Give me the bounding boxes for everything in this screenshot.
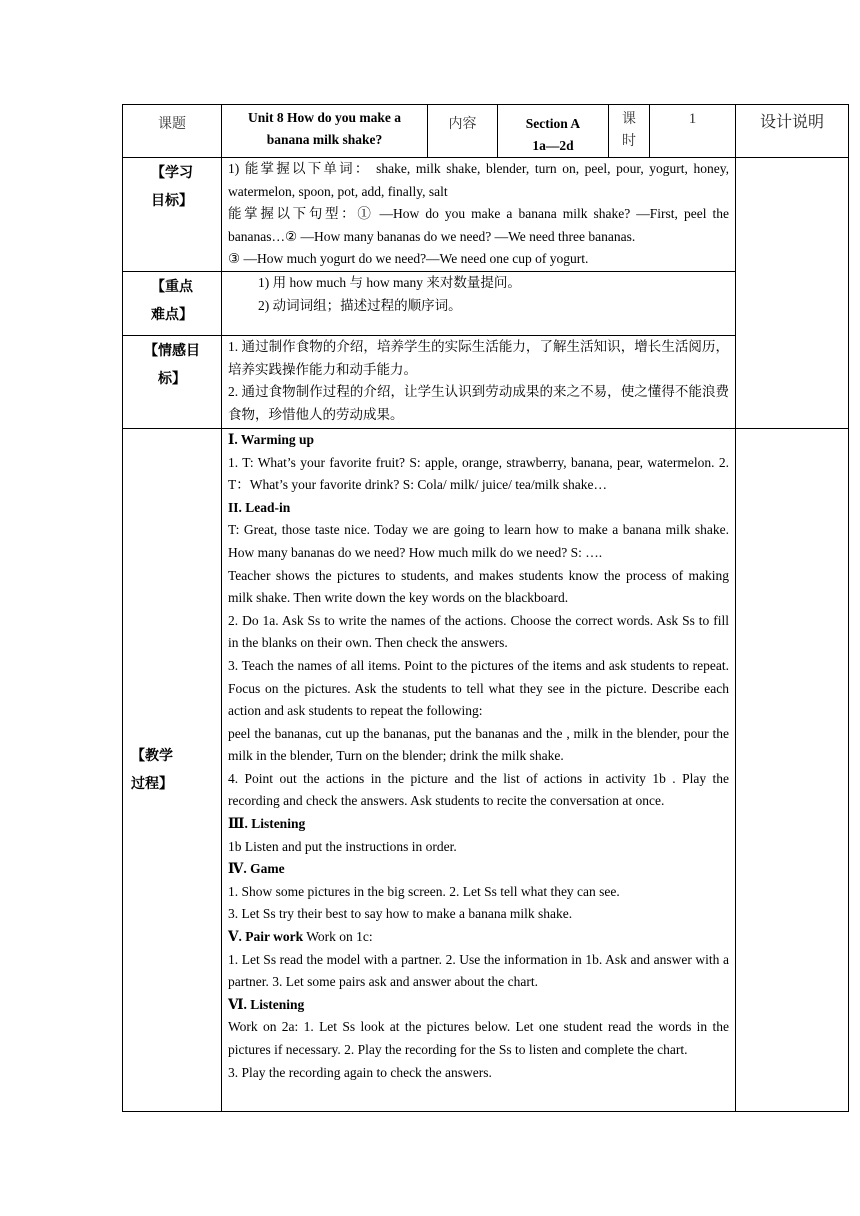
period-label-2: 时: [622, 134, 636, 149]
key-point-line: 1) 用 how much 与 how many 来对数量提问。: [258, 274, 521, 290]
period-value: 1: [650, 105, 736, 158]
key-point-line: 2) 动词词组；描述过程的顺序词。: [258, 297, 462, 313]
process-label: [123, 428, 222, 1111]
key-points-label: [123, 271, 222, 335]
objectives-content: [222, 158, 736, 272]
section-heading-tail: Work on 1c:: [303, 929, 373, 945]
process-paragraph: peel the bananas, cut up the bananas, put the bananas and the , milk in the blender, pour the milk in the blender, Turn on the blender; drink the milk shake.: [228, 725, 729, 764]
process-paragraph: 3. Play the recording again to check the answers.: [228, 1064, 492, 1080]
process-paragraph: Work on 2a: 1. Let Ss look at the pictures below. Let one student read the words in the pictures if necessary. 2. Play the recording for the Ss to listen and complete the chart.: [228, 1019, 729, 1057]
objectives-label-2: 目标】: [151, 194, 193, 209]
section-line2: 1a—2d: [532, 138, 574, 153]
process-paragraph: 1b Listen and put the instructions in order.: [228, 838, 457, 854]
section-heading: Ⅳ. Game: [228, 861, 285, 877]
objectives-label: [123, 158, 222, 272]
emotion-label-1: 【情感目: [144, 343, 200, 359]
process-paragraph: 3. Teach the names of all items. Point to the pictures of the items and ask students to repeat. Focus on the pictures. Ask the students to tell what they see in the picture. Describe each action and ask students to repeat the following:: [228, 657, 729, 719]
topic-label: 课题: [123, 105, 222, 158]
header-row: [123, 105, 849, 158]
process-row: [123, 428, 849, 1111]
section-value: [498, 105, 609, 158]
design-note-label: 设计说明: [736, 105, 849, 158]
process-content: [222, 428, 736, 1111]
section-heading: Ⅲ. Listening: [228, 816, 306, 832]
process-label-1: 【教学: [131, 748, 173, 764]
section-heading: Ⅰ. Warming up: [228, 431, 314, 447]
section-line1: Section A: [525, 116, 581, 131]
process-paragraph: 1. T: What’s your favorite fruit? S: apple, orange, strawberry, banana, pear, watermelon. 2. T：What’s your favorite drink? S: Cola/ milk/ juice/ tea/milk shake…: [228, 454, 729, 493]
objectives-line: 能掌握以下句型：① —How do you make a banana milk shake? —First, peel the bananas…② —How many bananas do we need? —We need three bananas.: [228, 206, 729, 244]
process-paragraph: 1. Let Ss read the model with a partner. 2. Use the information in 1b. Ask and answer with a partner. 3. Let some pairs ask and answer about the chart.: [228, 951, 729, 990]
section-heading: Ⅴ. Pair work: [228, 929, 304, 945]
emotion-content: [222, 335, 736, 428]
content-label: 内容: [428, 105, 498, 158]
lesson-title-line1: Unit 8 How do you make a: [247, 110, 401, 125]
design-note-cell: [736, 158, 849, 429]
period-label-1: 课: [622, 112, 636, 127]
lesson-title: [222, 105, 428, 158]
objectives-row: [123, 158, 849, 272]
process-paragraph: Teacher shows the pictures to students, and makes students know the process of making milk shake. Then write down the key words on the blackboard.: [228, 567, 729, 606]
key-points-label-2: 难点】: [151, 307, 193, 323]
period-label: [609, 105, 650, 158]
emotion-label: [123, 335, 222, 428]
emotion-line: 1. 通过制作食物的介绍，培养学生的实际生活能力，了解生活知识，增长生活阅历，培养实践操作能力和动手能力。: [228, 338, 729, 377]
objectives-line: 1) 能掌握以下单词： shake, milk shake, blender, turn on, peel, pour, yogurt, honey, watermelon, spoon, pot, add, finally, salt: [228, 161, 729, 199]
process-paragraph: 3. Let Ss try their best to say how to make a banana milk shake.: [228, 906, 573, 922]
emotion-label-2: 标】: [158, 371, 186, 387]
process-paragraph: 1. Show some pictures in the big screen. 2. Let Ss tell what they can see.: [228, 883, 620, 899]
process-label-2: 过程】: [131, 776, 173, 792]
objectives-label-1: 【学习: [151, 166, 193, 181]
section-heading: II. Lead-in: [228, 499, 291, 515]
key-points-label-1: 【重点: [151, 279, 193, 295]
design-note-cell-lower: [736, 428, 849, 1111]
process-paragraph: 2. Do 1a. Ask Ss to write the names of the actions. Choose the correct words. Ask Ss to fill in the blanks on their own. Then check the answers.: [228, 612, 729, 651]
objectives-line: ③ —How much yogurt do we need?—We need one cup of yogurt.: [228, 251, 589, 267]
section-heading: Ⅵ. Listening: [228, 996, 305, 1012]
key-points-content: [222, 271, 736, 335]
lesson-title-line2: banana milk shake?: [266, 132, 383, 147]
lesson-plan-table: [122, 104, 849, 1112]
emotion-line: 2. 通过食物制作过程的介绍，让学生认识到劳动成果的来之不易，使之懂得不能浪费食物，珍惜他人的劳动成果。: [228, 384, 729, 422]
process-paragraph: T: Great, those taste nice. Today we are going to learn how to make a banana milk shake. How many bananas do we need? How much milk do we need? S: ….: [228, 522, 729, 560]
process-paragraph: 4. Point out the actions in the picture and the list of actions in activity 1b . Play the recording and check the answers. Ask students to recite the conversation at once.: [228, 770, 729, 809]
